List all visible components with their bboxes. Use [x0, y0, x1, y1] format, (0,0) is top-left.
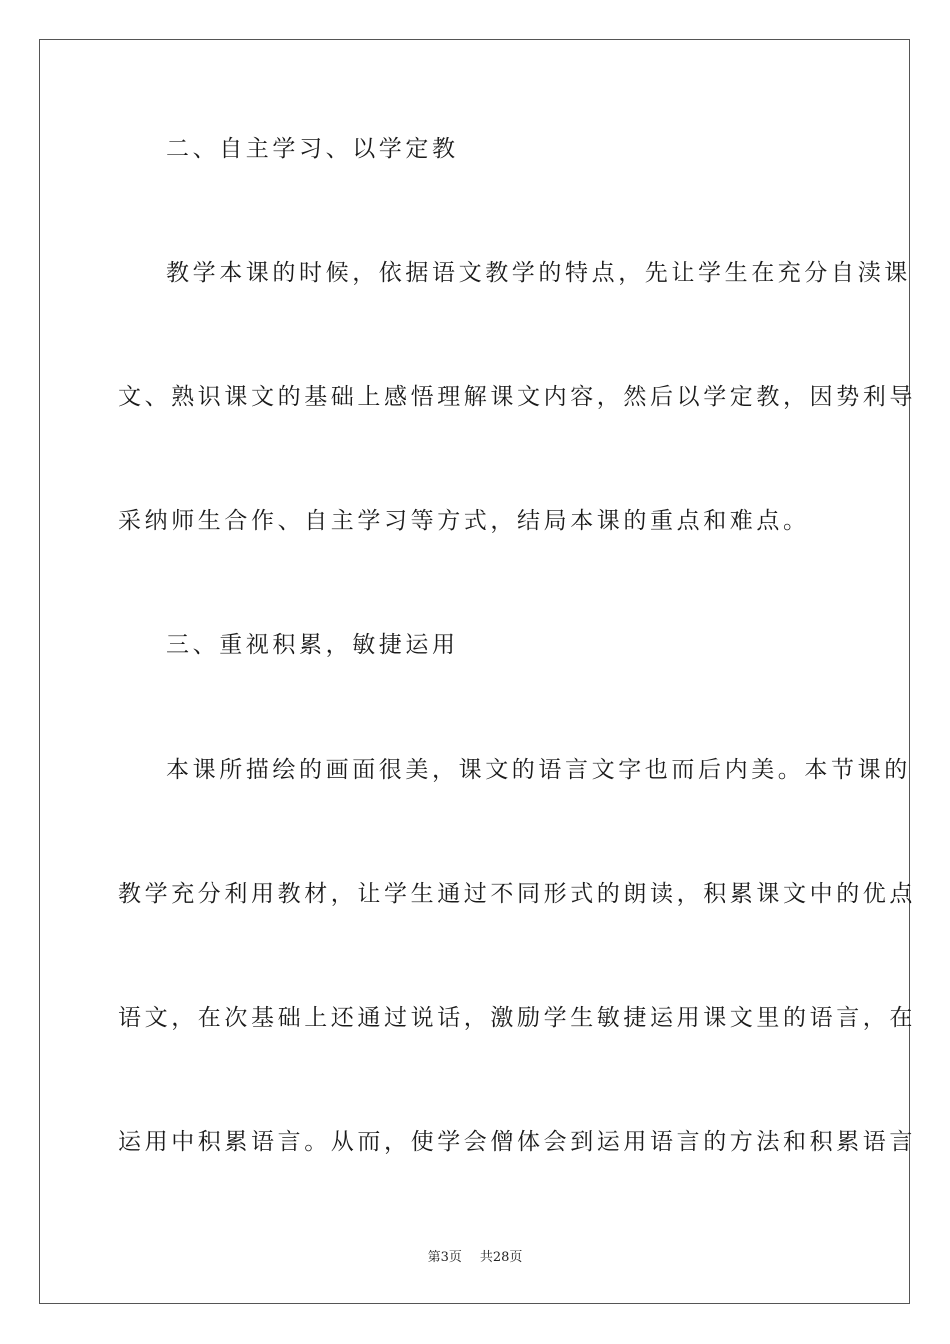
paragraph-line: 教学充分利用教材，让学生通过不同形式的朗读，积累课文中的优点 [118, 881, 916, 907]
page-footer [0, 1246, 950, 1265]
section-heading-2: 二、自主学习、以学定教 [166, 136, 459, 162]
paragraph-line: 文、熟识课文的基础上感悟理解课文内容，然后以学定教，因势利导 [118, 384, 916, 410]
paragraph-line: 语文，在次基础上还通过说话，激励学生敏捷运用课文里的语言，在 [118, 1005, 916, 1031]
page-total: 共28页 [479, 1250, 523, 1265]
paragraph-line: 采纳师生合作、自主学习等方式，结局本课的重点和难点。 [118, 508, 810, 534]
paragraph-line: 本课所描绘的画面很美，课文的语言文字也而后内美。本节课的 [166, 757, 911, 783]
page-border [39, 39, 916, 1304]
page-number: 第3页 [427, 1250, 462, 1265]
paragraph-line: 运用中积累语言。从而，使学会僧体会到运用语言的方法和积累语言 [118, 1129, 916, 1155]
paragraph-line: 教学本课的时候，依据语文教学的特点，先让学生在充分自渎课 [166, 260, 911, 286]
section-heading-3: 三、重视积累，敏捷运用 [166, 632, 459, 658]
